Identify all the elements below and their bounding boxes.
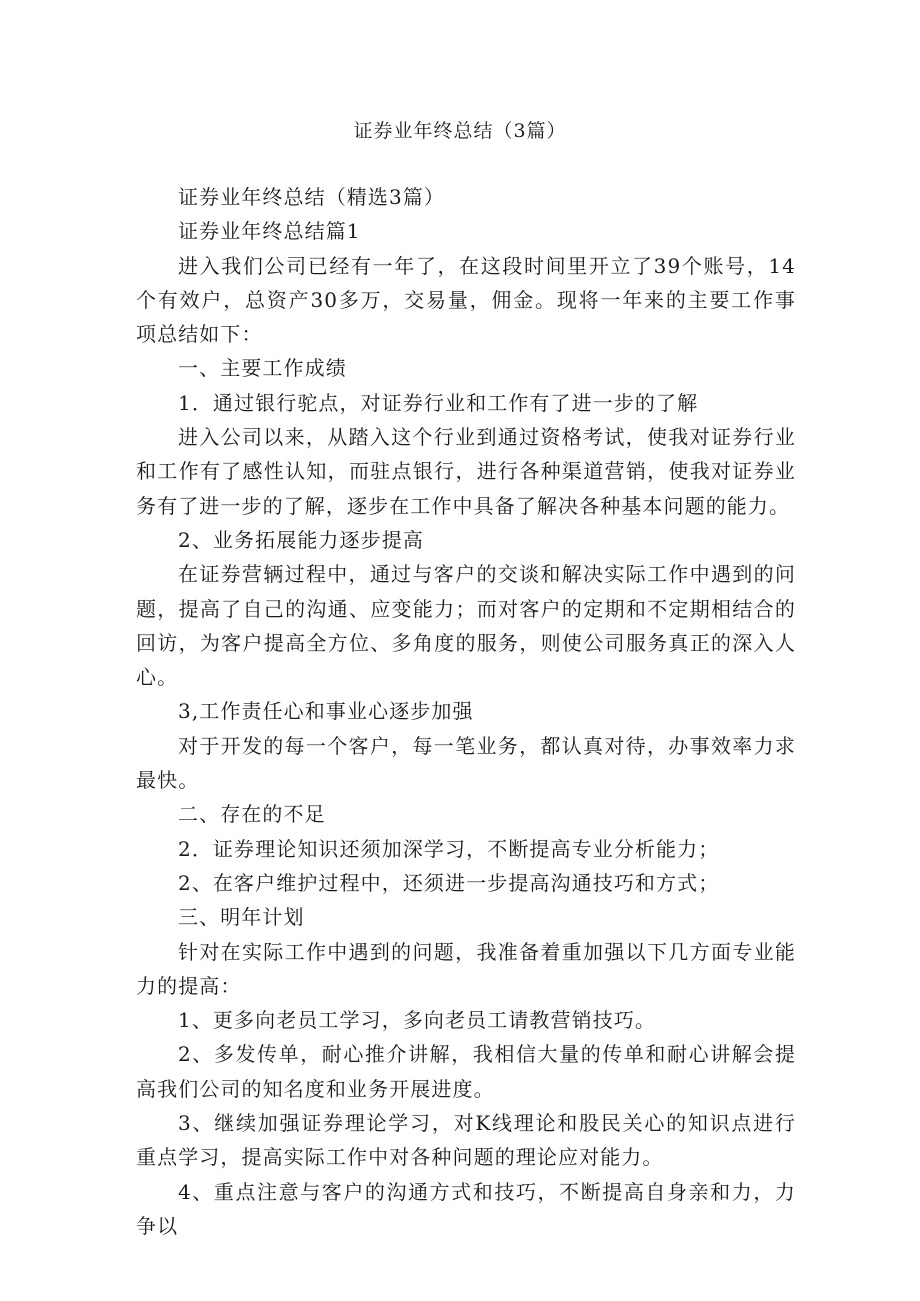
paragraph: 对于开发的每一个客户，每一笔业务，都认真对待，办事效率力求最快。 (136, 733, 796, 793)
paragraph: 在证券营辆过程中，通过与客户的交谈和解决实际工作中遇到的问题，提高了自己的沟通、应变能力；而对客户的定期和不定期相结合的回访，为客户提高全方位、多角度的服务，则使公司服务真正的深入人心。 (136, 562, 796, 690)
list-item: 2、多发传单，耐心推介讲解，我相信大量的传单和耐心讲解会提高我们公司的知名度和业务开展进度。 (136, 1042, 796, 1101)
paragraph: 进入我们公司已经有一年了，在这段时间里开立了39个账号，14个有效户，总资产30多万，交易量，佣金。现将一年来的主要工作事项总结如下： (136, 253, 796, 347)
document-body (136, 180, 796, 1243)
paragraph: 进入公司以来，从踏入这个行业到通过资格考试，使我对证券行业和工作有了感性认知，而驻点银行，进行各种渠道营销，使我对证券业务有了进一步的了解，逐步在工作中具备了解决各种基本问题的能力。 (136, 425, 796, 518)
list-item: 2、在客户维护过程中，还须进一步提高沟通技巧和方式； (178, 870, 720, 895)
section-heading: 二、存在的不足 (178, 802, 326, 827)
list-item: 3、继续加强证券理论学习，对K线理论和股民关心的知识点进行重点学习，提高实际工作中对各种问题的理论应对能力。 (136, 1111, 796, 1170)
list-item: 1．通过银行驼点，对证券行业和工作有了进一步的了解 (178, 390, 699, 415)
section-heading: 一、主要工作成绩 (178, 356, 347, 381)
list-item: 3,工作责任心和事业心逐步加强 (178, 699, 474, 724)
list-item: 1、更多向老员工学习，多向老员工请教营销技巧。 (178, 1008, 657, 1033)
section-heading: 证券业年终总结篇1 (178, 219, 361, 244)
section-heading: 三、明年计划 (178, 905, 305, 930)
list-item: 4、重点注意与客户的沟通方式和技巧，不断提高自身亲和力，力争以 (136, 1179, 796, 1238)
document-title: 证券业年终总结（3篇） (353, 120, 567, 142)
subtitle: 证券业年终总结（精选3篇） (178, 185, 446, 209)
list-item: 2．证券理论知识还须加深学习，不断提高专业分析能力； (178, 836, 720, 861)
list-item: 2、业务拓展能力逐步提高 (178, 527, 424, 552)
paragraph: 针对在实际工作中遇到的问题，我准备着重加强以下几方面专业能力的提高： (136, 939, 796, 998)
